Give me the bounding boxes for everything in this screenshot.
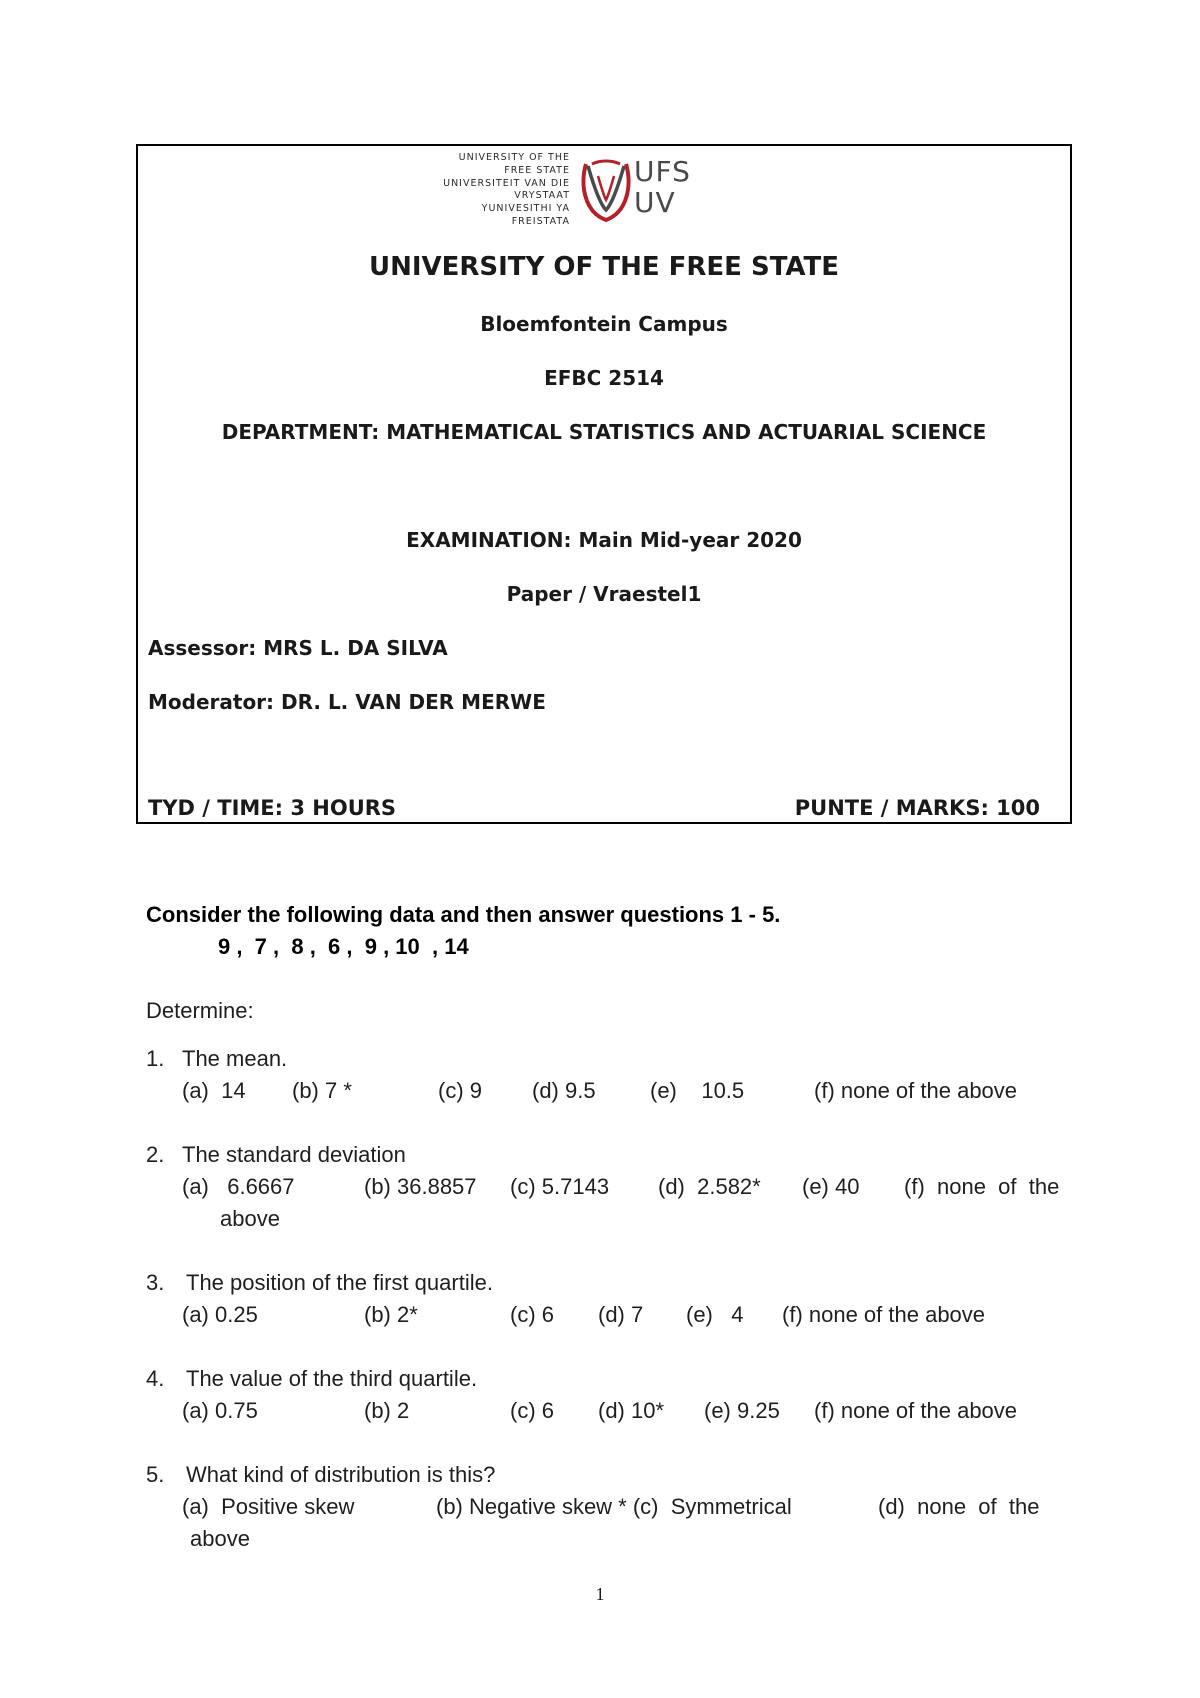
option-a: (a) 0.25 bbox=[182, 1302, 258, 1327]
cover-box bbox=[136, 144, 1072, 824]
option-f: (f) none of the above bbox=[814, 1078, 1018, 1103]
paper-label: Paper / Vraestel1 bbox=[506, 582, 702, 606]
option-b: (b) 2 bbox=[364, 1398, 410, 1423]
option-a: (a) 0.75 bbox=[182, 1398, 258, 1423]
option-b: (b) 7 * bbox=[292, 1078, 352, 1103]
option-f: (f) none of the bbox=[904, 1174, 1060, 1199]
question-text: The value of the third quartile. bbox=[186, 1366, 478, 1391]
option-b-c: (b) Negative skew * (c) Symmetrical bbox=[436, 1494, 792, 1519]
determine-label: Determine: bbox=[146, 998, 254, 1023]
module-code: EFBC 2514 bbox=[544, 366, 664, 390]
ufs-emblem-icon bbox=[578, 154, 634, 226]
question-number: 4. bbox=[146, 1366, 165, 1391]
option-e: (e) 40 bbox=[802, 1174, 860, 1199]
question-number: 5. bbox=[146, 1462, 165, 1487]
logo-acronym: UFS UV bbox=[634, 155, 691, 219]
question-text: The standard deviation bbox=[182, 1142, 406, 1167]
campus-name: Bloemfontein Campus bbox=[480, 312, 728, 336]
option-a: (a) 6.6667 bbox=[182, 1174, 295, 1199]
department-name: DEPARTMENT: MATHEMATICAL STATISTICS AND ACTUARIAL SCIENCE bbox=[221, 420, 987, 444]
option-e: (e) 10.5 bbox=[650, 1078, 745, 1103]
question-number: 1. bbox=[146, 1046, 165, 1071]
option-c: (c) 9 bbox=[438, 1078, 482, 1103]
logo-text: UNIVERSITY OF THE FREE STATE UNIVERSITEIT VAN DIE VRYSTAAT YUNIVESITHI YA FREISTATA bbox=[443, 152, 570, 227]
option-d: (d) 9.5 bbox=[532, 1078, 596, 1103]
option-d: (d) 7 bbox=[598, 1302, 644, 1327]
option-a: (a) 14 bbox=[182, 1078, 246, 1103]
option-e: (e) 4 bbox=[686, 1302, 744, 1327]
question-text: What kind of distribution is this? bbox=[186, 1462, 496, 1487]
option-f: (f) none of the above bbox=[814, 1398, 1018, 1423]
question-number: 3. bbox=[146, 1270, 165, 1295]
assessor-name: Assessor: MRS L. DA SILVA bbox=[148, 636, 448, 660]
option-d: (d) none of the bbox=[878, 1494, 1040, 1519]
option-b: (b) 2* bbox=[364, 1302, 418, 1327]
option-e: (e) 9.25 bbox=[704, 1398, 780, 1423]
exam-marks: PUNTE / MARKS: 100 bbox=[794, 796, 1040, 820]
exam-time: TYD / TIME: 3 HOURS bbox=[148, 796, 397, 820]
option-f: (f) none of the above bbox=[782, 1302, 986, 1327]
moderator-name: Moderator: DR. L. VAN DER MERWE bbox=[148, 690, 546, 714]
university-logo bbox=[438, 148, 738, 226]
option-c: (c) 6 bbox=[510, 1302, 554, 1327]
option-continuation: above bbox=[220, 1206, 280, 1231]
option-d: (d) 2.582* bbox=[658, 1174, 761, 1199]
question-number: 2. bbox=[146, 1142, 165, 1167]
option-d: (d) 10* bbox=[598, 1398, 665, 1423]
option-a: (a) Positive skew bbox=[182, 1494, 355, 1519]
examination-title: EXAMINATION: Main Mid-year 2020 bbox=[406, 528, 802, 552]
question-text: The mean. bbox=[182, 1046, 288, 1071]
option-c: (c) 5.7143 bbox=[510, 1174, 610, 1199]
option-b: (b) 36.8857 bbox=[364, 1174, 477, 1199]
data-values: 9 , 7 , 8 , 6 , 9 , 10 , 14 bbox=[218, 934, 469, 959]
intro-instruction: Consider the following data and then answer questions 1 - 5. bbox=[146, 902, 781, 927]
option-c: (c) 6 bbox=[510, 1398, 554, 1423]
option-continuation: above bbox=[190, 1526, 250, 1551]
question-text: The position of the first quartile. bbox=[186, 1270, 493, 1295]
university-title: UNIVERSITY OF THE FREE STATE bbox=[368, 252, 840, 282]
page-number: 1 bbox=[595, 1584, 605, 1604]
